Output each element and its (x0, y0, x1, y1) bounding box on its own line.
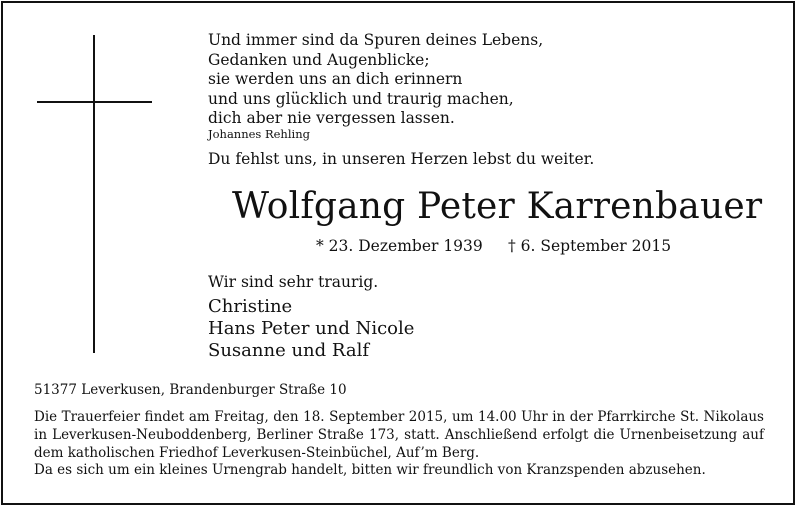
poem (208, 31, 543, 129)
poem-line: sie werden uns an dich erinnern (208, 70, 463, 88)
birth-date: * 23. Dezember 1939 (316, 237, 483, 255)
mourner-name: Christine (208, 296, 293, 317)
mourners-intro: Wir sind sehr traurig. (208, 273, 379, 291)
poem-line: und uns glücklich und traurig machen, (208, 89, 514, 108)
poem-line: dich aber nie vergessen lassen. (208, 109, 455, 127)
deceased-name: Wolfgang Peter Karrenbauer (232, 186, 763, 227)
cross-vertical-bar (93, 35, 95, 353)
wreath-notice: Da es sich um ein kleines Urnengrab handelt, bitten wir freundlich von Kranzspenden abzusehen. (34, 462, 706, 478)
mourners-list (208, 296, 414, 362)
poem-line: Und immer sind da Spuren deines Lebens, (208, 31, 544, 49)
death-date: † 6. September 2015 (508, 237, 672, 255)
address: 51377 Leverkusen, Brandenburger Straße 10 (34, 382, 347, 398)
poem-author: Johannes Rehling (208, 127, 310, 141)
motto: Du fehlst uns, in unseren Herzen lebst du weiter. (208, 150, 595, 168)
mourner-name: Hans Peter und Nicole (208, 318, 415, 339)
cross-horizontal-bar (37, 101, 152, 103)
mourner-name: Susanne und Ralf (208, 340, 369, 361)
poem-line: Gedanken und Augenblicke; (208, 50, 430, 69)
funeral-notice: Die Trauerfeier findet am Freitag, den 18. September 2015, um 14.00 Uhr in der Pfarrkirche St. Nikolaus in Leverkusen-Neuboddenberg, Berliner Straße 173, statt. Anschließend erfolgt die Urnenbeisetzung auf dem katholischen Friedhof Leverkusen-Steinbüchel, Auf’m Berg. (34, 409, 764, 461)
